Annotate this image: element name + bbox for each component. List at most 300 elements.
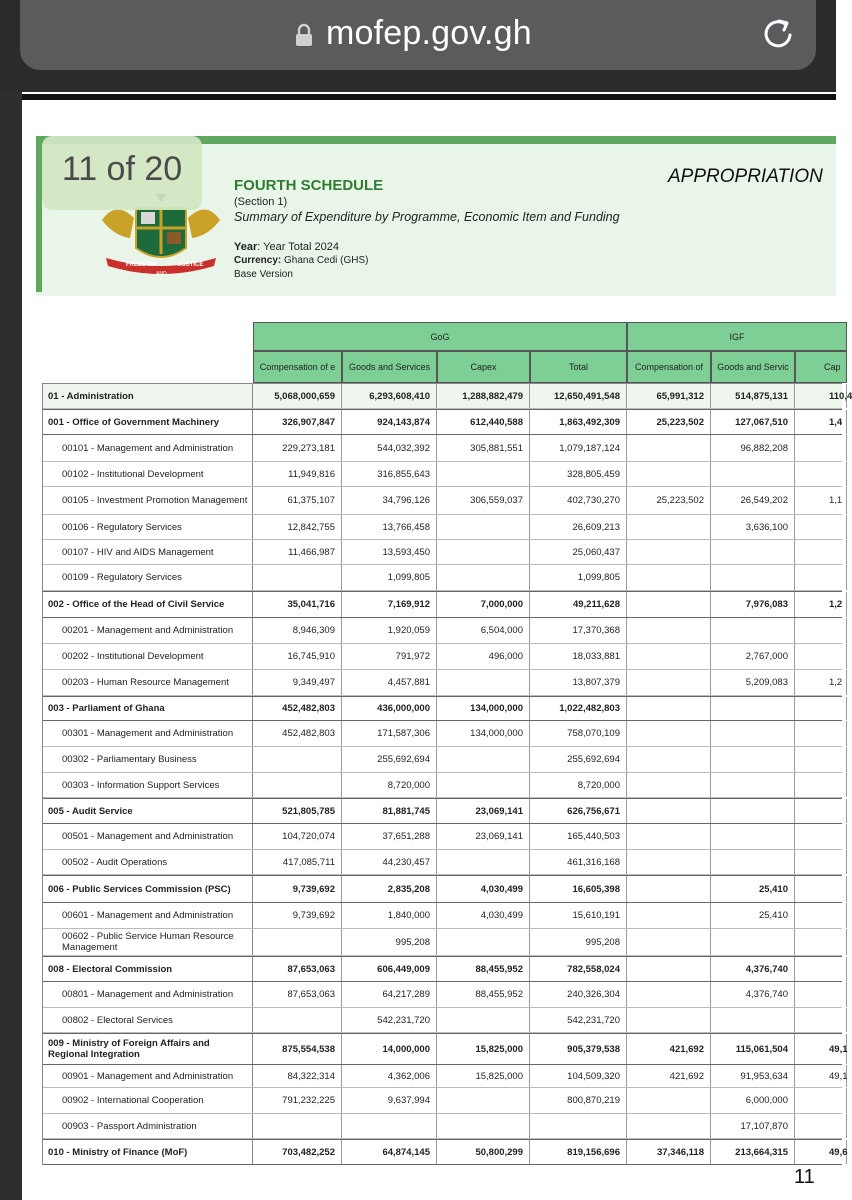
table-row: [42, 435, 842, 462]
cell-gog-total: 26,609,213: [530, 515, 627, 539]
cell-igf-goods: [711, 824, 795, 849]
cell-igf-compensation: [627, 721, 711, 746]
table-row: [42, 409, 842, 435]
cell-gog-total: 626,756,671: [530, 799, 627, 823]
table-row: [42, 721, 842, 747]
cell-gog-total: 15,610,191: [530, 903, 627, 928]
cell-gog-total: 165,440,503: [530, 824, 627, 849]
cell-igf-capex: 110,4: [795, 384, 847, 408]
cell-gog-capex: [437, 929, 530, 955]
section-label: (Section 1): [234, 196, 288, 208]
cell-gog-goods: 255,692,694: [342, 747, 437, 772]
row-label: 008 - Electoral Commission: [42, 957, 253, 981]
cell-igf-compensation: 37,346,118: [627, 1140, 711, 1164]
cell-gog-goods: 9,637,994: [342, 1088, 437, 1113]
row-label: 005 - Audit Service: [42, 799, 253, 823]
row-label: 00901 - Management and Administration: [42, 1065, 253, 1087]
row-label: 003 - Parliament of Ghana: [42, 697, 253, 720]
svg-text:AND: AND: [156, 271, 167, 277]
cell-igf-capex: [795, 644, 847, 669]
cell-gog-goods: 14,000,000: [342, 1034, 437, 1064]
table-row: [42, 383, 852, 409]
row-label: 00602 - Public Service Human Resource Management: [42, 929, 253, 955]
cell-gog-capex: 306,559,037: [437, 487, 530, 514]
cell-gog-capex: [437, 462, 530, 486]
cell-igf-goods: [711, 1008, 795, 1032]
cell-igf-goods: [711, 773, 795, 797]
cell-igf-capex: [795, 1114, 847, 1138]
cell-gog-capex: 23,069,141: [437, 799, 530, 823]
row-label: 00202 - Institutional Development: [42, 644, 253, 669]
cell-gog-compensation: 417,085,711: [253, 850, 342, 874]
table-row: [42, 875, 842, 903]
table-row: [42, 903, 842, 929]
page-number: 11: [794, 1166, 815, 1188]
summary-title: Summary of Expenditure by Programme, Economic Item and Funding: [234, 210, 620, 224]
schedule-title: FOURTH SCHEDULE: [234, 177, 384, 194]
cell-gog-total: 328,805,459: [530, 462, 627, 486]
cell-gog-total: 1,079,187,124: [530, 435, 627, 461]
table-row: [42, 747, 842, 773]
row-label: 00802 - Electoral Services: [42, 1008, 253, 1032]
cell-gog-compensation: 9,739,692: [253, 876, 342, 902]
cell-gog-capex: [437, 565, 530, 590]
cell-igf-goods: 3,636,100: [711, 515, 795, 539]
year-label: Year: [234, 241, 258, 253]
table-row: [42, 670, 842, 696]
row-label: 00201 - Management and Administration: [42, 618, 253, 643]
cell-gog-goods: 924,143,874: [342, 410, 437, 434]
cell-igf-goods: 96,882,208: [711, 435, 795, 461]
cell-igf-goods: [711, 850, 795, 874]
cell-igf-compensation: [627, 957, 711, 981]
cell-gog-total: 995,208: [530, 929, 627, 955]
cell-gog-compensation: [253, 1008, 342, 1032]
cell-gog-capex: 134,000,000: [437, 697, 530, 720]
cell-igf-capex: [795, 540, 847, 564]
row-label: 00105 - Investment Promotion Management: [42, 487, 253, 514]
cell-gog-capex: 88,455,952: [437, 957, 530, 981]
col-header-igf-capex: Cap: [795, 351, 847, 383]
cell-igf-capex: [795, 876, 847, 902]
cell-gog-capex: [437, 1088, 530, 1113]
cell-igf-goods: 127,067,510: [711, 410, 795, 434]
group-header-igf: IGF: [627, 322, 847, 351]
cell-igf-compensation: [627, 773, 711, 797]
cell-igf-capex: [795, 462, 847, 486]
cell-igf-compensation: [627, 929, 711, 955]
cell-igf-goods: [711, 540, 795, 564]
cell-igf-compensation: 421,692: [627, 1065, 711, 1087]
cell-gog-compensation: 16,745,910: [253, 644, 342, 669]
cell-gog-capex: [437, 850, 530, 874]
cell-igf-capex: [795, 957, 847, 981]
cell-gog-total: 255,692,694: [530, 747, 627, 772]
cell-gog-capex: 612,440,588: [437, 410, 530, 434]
row-label: 00903 - Passport Administration: [42, 1114, 253, 1138]
cell-gog-goods: 791,972: [342, 644, 437, 669]
row-label: 00301 - Management and Administration: [42, 721, 253, 746]
cell-igf-goods: 26,549,202: [711, 487, 795, 514]
cell-gog-capex: 15,825,000: [437, 1065, 530, 1087]
row-label: 001 - Office of Government Machinery: [42, 410, 253, 434]
cell-gog-total: [530, 1114, 627, 1138]
cell-gog-compensation: 87,653,063: [253, 957, 342, 981]
cell-igf-capex: [795, 850, 847, 874]
cell-gog-goods: 13,593,450: [342, 540, 437, 564]
cell-gog-compensation: [253, 929, 342, 955]
cell-gog-compensation: 9,739,692: [253, 903, 342, 928]
row-label: 00801 - Management and Administration: [42, 982, 253, 1007]
cell-gog-goods: 6,293,608,410: [342, 384, 437, 408]
cell-igf-compensation: [627, 850, 711, 874]
cell-gog-goods: 64,217,289: [342, 982, 437, 1007]
cell-igf-capex: [795, 618, 847, 643]
row-label: 002 - Office of the Head of Civil Service: [42, 592, 253, 617]
currency-line: [234, 255, 369, 266]
table-row: [42, 1088, 842, 1114]
cell-igf-compensation: [627, 618, 711, 643]
cell-igf-capex: [795, 982, 847, 1007]
table-row: [42, 1065, 848, 1088]
cell-gog-capex: 496,000: [437, 644, 530, 669]
cell-gog-capex: 7,000,000: [437, 592, 530, 617]
cell-igf-compensation: 25,223,502: [627, 410, 711, 434]
cell-gog-compensation: 61,375,107: [253, 487, 342, 514]
cell-gog-compensation: 11,949,816: [253, 462, 342, 486]
table-row: [42, 929, 842, 956]
cell-gog-compensation: 11,466,987: [253, 540, 342, 564]
cell-igf-compensation: [627, 592, 711, 617]
page-top-rule: [22, 94, 836, 100]
cell-gog-goods: 34,796,126: [342, 487, 437, 514]
cell-igf-capex: 49,1: [795, 1065, 847, 1087]
cell-igf-goods: [711, 565, 795, 590]
row-label: 00502 - Audit Operations: [42, 850, 253, 874]
cell-gog-compensation: 84,322,314: [253, 1065, 342, 1087]
table-row: [42, 618, 842, 644]
reload-icon[interactable]: [760, 14, 796, 52]
table-row: [42, 462, 842, 487]
cell-gog-compensation: 8,946,309: [253, 618, 342, 643]
cell-igf-goods: 25,410: [711, 903, 795, 928]
cell-gog-goods: 1,920,059: [342, 618, 437, 643]
cell-gog-compensation: 703,482,252: [253, 1140, 342, 1164]
cell-gog-total: 18,033,881: [530, 644, 627, 669]
cell-gog-total: 16,605,398: [530, 876, 627, 902]
cell-gog-capex: 134,000,000: [437, 721, 530, 746]
cell-gog-compensation: 35,041,716: [253, 592, 342, 617]
row-label: 00902 - International Cooperation: [42, 1088, 253, 1113]
cell-igf-capex: [795, 773, 847, 797]
cell-gog-goods: 1,099,805: [342, 565, 437, 590]
url-text[interactable]: mofep.gov.gh: [326, 14, 532, 52]
cell-gog-compensation: 5,068,000,659: [253, 384, 342, 408]
row-label: 00109 - Regulatory Services: [42, 565, 253, 590]
cell-gog-total: 402,730,270: [530, 487, 627, 514]
cell-gog-total: 8,720,000: [530, 773, 627, 797]
cell-igf-compensation: [627, 799, 711, 823]
cell-gog-total: 1,099,805: [530, 565, 627, 590]
cell-gog-capex: [437, 1114, 530, 1138]
svg-text:FREEDOM: FREEDOM: [126, 262, 156, 268]
cell-gog-capex: 4,030,499: [437, 903, 530, 928]
cell-gog-capex: 88,455,952: [437, 982, 530, 1007]
cell-igf-capex: [795, 697, 847, 720]
table-row: [42, 1139, 848, 1165]
cell-gog-capex: 15,825,000: [437, 1034, 530, 1064]
cell-gog-goods: 4,362,006: [342, 1065, 437, 1087]
cell-gog-compensation: 12,842,755: [253, 515, 342, 539]
cell-gog-total: 49,211,628: [530, 592, 627, 617]
cell-igf-compensation: [627, 903, 711, 928]
cell-gog-total: 12,650,491,548: [530, 384, 627, 408]
cell-gog-capex: 6,504,000: [437, 618, 530, 643]
cell-igf-capex: [795, 435, 847, 461]
col-header-gog-total: Total: [530, 351, 627, 383]
cell-igf-compensation: [627, 462, 711, 486]
cell-igf-capex: [795, 1008, 847, 1032]
cell-gog-total: 819,156,696: [530, 1140, 627, 1164]
cell-gog-goods: 1,840,000: [342, 903, 437, 928]
cell-igf-compensation: [627, 435, 711, 461]
table-row: [42, 798, 842, 824]
cell-igf-compensation: [627, 565, 711, 590]
cell-igf-goods: 17,107,870: [711, 1114, 795, 1138]
cell-igf-capex: [795, 903, 847, 928]
cell-gog-total: 1,022,482,803: [530, 697, 627, 720]
cell-igf-compensation: [627, 747, 711, 772]
table-row: [42, 773, 842, 798]
cell-igf-capex: [795, 824, 847, 849]
cell-gog-compensation: 452,482,803: [253, 697, 342, 720]
cell-igf-compensation: [627, 824, 711, 849]
table-row: [42, 644, 842, 670]
row-label: 00102 - Institutional Development: [42, 462, 253, 486]
cell-igf-goods: [711, 799, 795, 823]
row-label: 00303 - Information Support Services: [42, 773, 253, 797]
cell-igf-capex: 49,1: [795, 1034, 847, 1064]
cell-gog-compensation: 875,554,538: [253, 1034, 342, 1064]
cell-igf-compensation: [627, 540, 711, 564]
cell-gog-capex: [437, 747, 530, 772]
table-row: [42, 1033, 848, 1065]
cell-gog-total: 542,231,720: [530, 1008, 627, 1032]
cell-igf-compensation: 25,223,502: [627, 487, 711, 514]
cell-gog-goods: 2,835,208: [342, 876, 437, 902]
cell-igf-capex: [795, 1088, 847, 1113]
row-label: 010 - Ministry of Finance (MoF): [42, 1140, 253, 1164]
year-line: [234, 241, 339, 253]
cell-gog-total: 104,509,320: [530, 1065, 627, 1087]
cell-igf-capex: 49,6: [795, 1140, 847, 1164]
cell-igf-capex: [795, 515, 847, 539]
cell-igf-compensation: [627, 982, 711, 1007]
cell-igf-compensation: [627, 644, 711, 669]
table-row: [42, 956, 842, 982]
currency-label: Currency:: [234, 255, 282, 266]
cell-gog-goods: 436,000,000: [342, 697, 437, 720]
page-indicator: 11 of 20: [42, 136, 202, 210]
cell-gog-goods: 13,766,458: [342, 515, 437, 539]
cell-igf-goods: 5,209,083: [711, 670, 795, 695]
cell-igf-goods: 115,061,504: [711, 1034, 795, 1064]
cell-igf-goods: 91,953,634: [711, 1065, 795, 1087]
table-left-border: [42, 383, 43, 1165]
cell-igf-goods: [711, 747, 795, 772]
cell-gog-capex: 50,800,299: [437, 1140, 530, 1164]
cell-igf-goods: [711, 721, 795, 746]
svg-text:JUSTICE: JUSTICE: [178, 262, 204, 268]
cell-gog-goods: 7,169,912: [342, 592, 437, 617]
cell-gog-total: 905,379,538: [530, 1034, 627, 1064]
row-label: 00107 - HIV and AIDS Management: [42, 540, 253, 564]
cell-gog-compensation: [253, 565, 342, 590]
cell-igf-capex: 1,1: [795, 487, 847, 514]
cell-gog-goods: 606,449,009: [342, 957, 437, 981]
cell-igf-goods: 4,376,740: [711, 957, 795, 981]
col-header-gog-goods: Goods and Services: [342, 351, 437, 383]
cell-gog-compensation: 104,720,074: [253, 824, 342, 849]
lock-icon: [294, 24, 314, 46]
table-row: [42, 565, 842, 591]
cell-igf-goods: 25,410: [711, 876, 795, 902]
row-label: 00501 - Management and Administration: [42, 824, 253, 849]
cell-gog-capex: [437, 540, 530, 564]
cell-gog-compensation: 326,907,847: [253, 410, 342, 434]
cell-igf-capex: [795, 799, 847, 823]
cell-gog-compensation: 87,653,063: [253, 982, 342, 1007]
cell-gog-compensation: 452,482,803: [253, 721, 342, 746]
cell-igf-goods: [711, 697, 795, 720]
viewer-left-edge: [0, 92, 22, 1200]
cell-igf-goods: 514,875,131: [711, 384, 795, 408]
cell-gog-total: 1,863,492,309: [530, 410, 627, 434]
cell-gog-compensation: [253, 773, 342, 797]
cell-gog-goods: 8,720,000: [342, 773, 437, 797]
table-row: [42, 1114, 842, 1139]
cell-gog-total: 13,807,379: [530, 670, 627, 695]
cell-igf-capex: [795, 721, 847, 746]
cell-gog-capex: 4,030,499: [437, 876, 530, 902]
cell-igf-compensation: 65,991,312: [627, 384, 711, 408]
row-label: 009 - Ministry of Foreign Affairs and Regional Integration: [42, 1034, 253, 1064]
cell-gog-capex: [437, 773, 530, 797]
table-row: [42, 982, 842, 1008]
row-label: 006 - Public Services Commission (PSC): [42, 876, 253, 902]
cell-igf-goods: [711, 462, 795, 486]
cell-gog-compensation: 229,273,181: [253, 435, 342, 461]
cell-igf-compensation: [627, 670, 711, 695]
col-header-igf-goods: Goods and Servic: [711, 351, 795, 383]
cell-gog-total: 240,326,304: [530, 982, 627, 1007]
cell-gog-goods: 171,587,306: [342, 721, 437, 746]
cell-gog-compensation: [253, 1114, 342, 1138]
cell-gog-compensation: 9,349,497: [253, 670, 342, 695]
cell-gog-goods: 995,208: [342, 929, 437, 955]
cell-gog-goods: [342, 1114, 437, 1138]
cell-igf-compensation: 421,692: [627, 1034, 711, 1064]
cell-gog-goods: 544,032,392: [342, 435, 437, 461]
currency-value: Ghana Cedi (GHS): [281, 255, 369, 266]
cell-gog-goods: 81,881,745: [342, 799, 437, 823]
cell-gog-total: 17,370,368: [530, 618, 627, 643]
cell-igf-compensation: [627, 1008, 711, 1032]
cell-gog-goods: 37,651,288: [342, 824, 437, 849]
col-header-gog-compensation: Compensation of e: [253, 351, 342, 383]
cell-gog-capex: 1,288,882,479: [437, 384, 530, 408]
cell-gog-compensation: 791,232,225: [253, 1088, 342, 1113]
cell-igf-compensation: [627, 515, 711, 539]
cell-igf-capex: [795, 565, 847, 590]
cell-gog-total: 782,558,024: [530, 957, 627, 981]
row-label: 01 - Administration: [42, 384, 253, 408]
table-row: [42, 591, 842, 618]
table-row: [42, 487, 842, 515]
table-row: [42, 696, 842, 721]
cell-gog-capex: [437, 670, 530, 695]
cell-gog-goods: 64,874,145: [342, 1140, 437, 1164]
table-row: [42, 1008, 842, 1033]
table-row: [42, 515, 842, 540]
cell-igf-compensation: [627, 876, 711, 902]
row-label: 00106 - Regulatory Services: [42, 515, 253, 539]
row-label: 00302 - Parliamentary Business: [42, 747, 253, 772]
cell-gog-total: 461,316,168: [530, 850, 627, 874]
cell-gog-goods: 316,855,643: [342, 462, 437, 486]
cell-igf-compensation: [627, 1114, 711, 1138]
cell-gog-goods: 4,457,881: [342, 670, 437, 695]
cell-igf-capex: [795, 929, 847, 955]
cell-igf-goods: 2,767,000: [711, 644, 795, 669]
cell-gog-goods: 542,231,720: [342, 1008, 437, 1032]
cell-igf-goods: 213,664,315: [711, 1140, 795, 1164]
cell-igf-capex: 1,2: [795, 592, 847, 617]
group-header-gog: GoG: [253, 322, 627, 351]
cell-igf-compensation: [627, 1088, 711, 1113]
cell-gog-capex: [437, 1008, 530, 1032]
cell-gog-capex: 23,069,141: [437, 824, 530, 849]
version-label: Base Version: [234, 269, 293, 280]
year-value: : Year Total 2024: [257, 241, 340, 253]
cell-gog-compensation: 521,805,785: [253, 799, 342, 823]
row-label: 00101 - Management and Administration: [42, 435, 253, 461]
appropriation-title: APPROPRIATION: [668, 166, 823, 187]
cell-igf-goods: [711, 618, 795, 643]
col-header-gog-capex: Capex: [437, 351, 530, 383]
table-row: [42, 824, 842, 850]
cell-igf-capex: 1,2: [795, 670, 847, 695]
cell-gog-compensation: [253, 747, 342, 772]
cell-igf-capex: 1,4: [795, 410, 847, 434]
row-label: 00203 - Human Resource Management: [42, 670, 253, 695]
table-row: [42, 540, 842, 565]
cell-gog-total: 25,060,437: [530, 540, 627, 564]
row-label: 00601 - Management and Administration: [42, 903, 253, 928]
cell-igf-compensation: [627, 697, 711, 720]
col-header-igf-compensation: Compensation of: [627, 351, 711, 383]
cell-igf-capex: [795, 747, 847, 772]
table-row: [42, 850, 842, 875]
cell-gog-goods: 44,230,457: [342, 850, 437, 874]
cell-gog-capex: [437, 515, 530, 539]
cell-igf-goods: 7,976,083: [711, 592, 795, 617]
cell-igf-goods: 6,000,000: [711, 1088, 795, 1113]
cell-igf-goods: [711, 929, 795, 955]
cell-gog-total: 800,870,219: [530, 1088, 627, 1113]
cell-igf-goods: 4,376,740: [711, 982, 795, 1007]
cell-gog-capex: 305,881,551: [437, 435, 530, 461]
